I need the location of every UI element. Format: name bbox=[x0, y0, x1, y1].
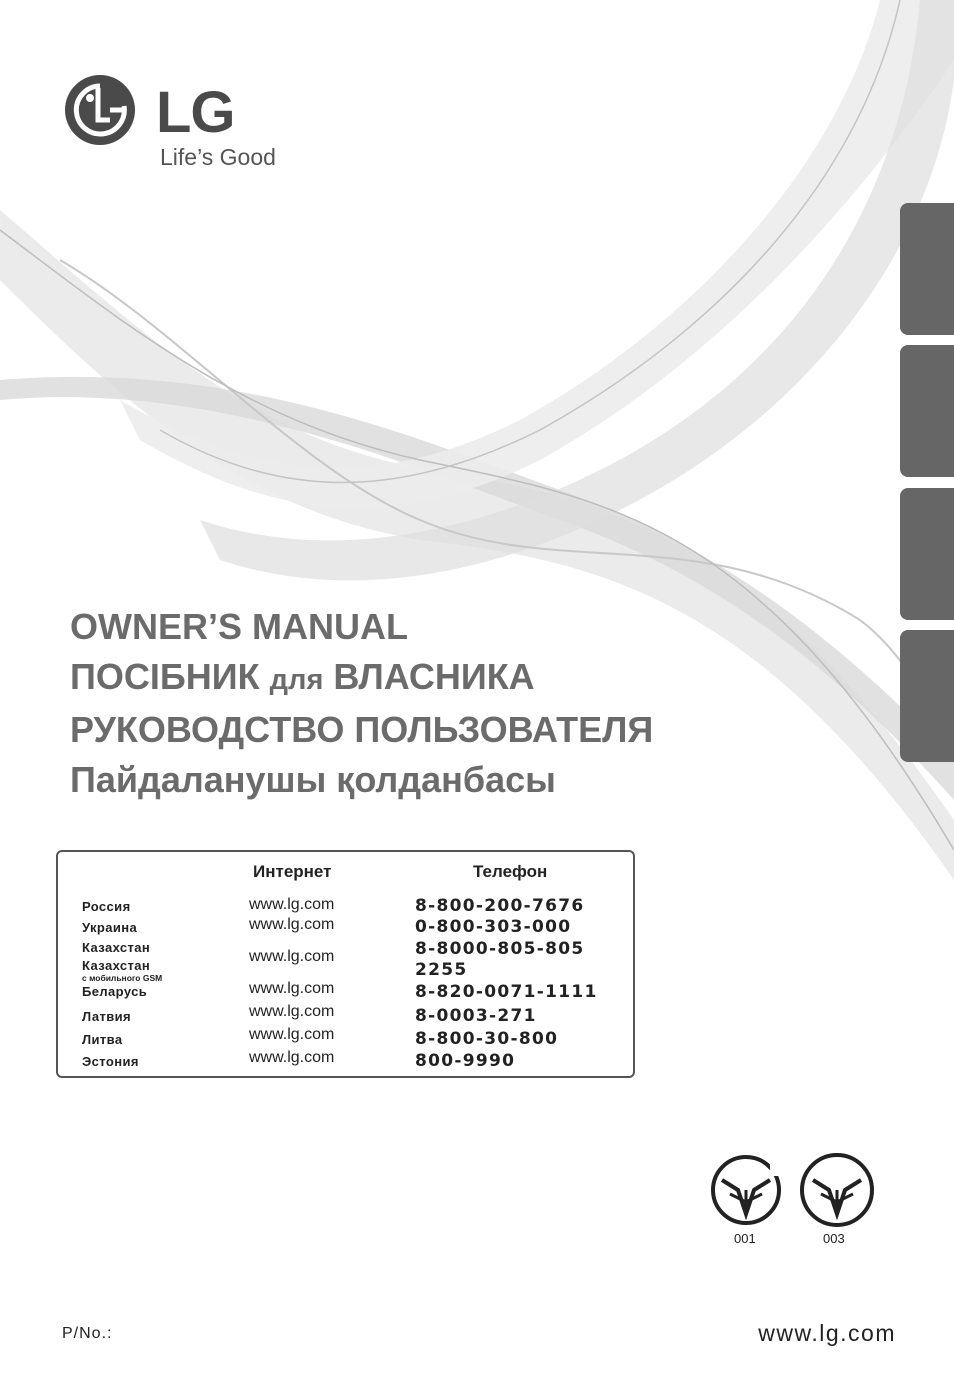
phone-number: 8-0003-271 bbox=[415, 1006, 537, 1026]
country-name: Литва bbox=[82, 1032, 123, 1047]
title-ukrainian-part1: ПОСІБНИК bbox=[70, 656, 270, 697]
cert-label: 003 bbox=[823, 1231, 845, 1246]
website-link[interactable]: www.lg.com bbox=[249, 916, 335, 933]
website-link[interactable]: www.lg.com bbox=[249, 1049, 335, 1066]
country-name: Казахстан bbox=[82, 958, 151, 973]
section-tab-4 bbox=[900, 630, 954, 762]
manual-titles bbox=[70, 602, 653, 805]
section-tab-3 bbox=[900, 488, 954, 620]
website-link[interactable]: www.lg.com bbox=[249, 1003, 335, 1020]
country-name: Казахстан bbox=[82, 940, 151, 955]
header-phone: Телефон bbox=[473, 862, 548, 881]
brand-tagline: Life’s Good bbox=[160, 144, 276, 170]
title-ukrainian bbox=[70, 652, 653, 705]
brand-name: LG bbox=[156, 80, 235, 145]
website-link[interactable]: www.lg.com bbox=[249, 948, 335, 965]
table-row bbox=[58, 982, 633, 1004]
ukrsepro-mark-icon bbox=[797, 1150, 877, 1230]
part-number-label: P/No.: bbox=[62, 1325, 113, 1342]
lg-logo bbox=[64, 74, 304, 174]
footer-website-link[interactable]: www.lg.com bbox=[758, 1320, 896, 1346]
title-russian: РУКОВОДСТВО ПОЛЬЗОВАТЕЛЯ bbox=[70, 709, 654, 750]
table-row bbox=[58, 917, 633, 939]
website-link[interactable]: www.lg.com bbox=[249, 1026, 335, 1043]
website-link[interactable]: www.lg.com bbox=[249, 980, 335, 997]
table-row bbox=[58, 896, 633, 918]
country-name: Латвия bbox=[82, 1009, 132, 1024]
lg-face-icon bbox=[64, 74, 136, 146]
country-name: Беларусь bbox=[82, 984, 148, 999]
header-internet: Интернет bbox=[253, 862, 332, 881]
ukrsepro-mark-icon bbox=[708, 1150, 788, 1230]
country-name: Украина bbox=[82, 920, 138, 935]
country-name: Эстония bbox=[82, 1054, 139, 1069]
phone-number: 8-820-0071-1111 bbox=[415, 982, 598, 1002]
title-ukrainian-part3: ВЛАСНИКА bbox=[323, 656, 535, 697]
title-english: OWNER’S MANUAL bbox=[70, 606, 408, 647]
phone-number: 2255 bbox=[415, 960, 468, 980]
table-row bbox=[58, 1051, 633, 1073]
country-note: с мобильного GSM bbox=[82, 973, 163, 983]
section-tab-1 bbox=[900, 203, 954, 335]
section-tab-2 bbox=[900, 345, 954, 477]
support-contacts-table bbox=[56, 850, 635, 1078]
phone-number: 8-8000-805-805 bbox=[415, 939, 585, 959]
cert-label: 001 bbox=[734, 1231, 756, 1246]
website-link[interactable]: www.lg.com bbox=[249, 896, 335, 913]
phone-number: 8-800-200-7676 bbox=[415, 896, 585, 916]
country-name: Россия bbox=[82, 899, 131, 914]
phone-number: 8-800-30-800 bbox=[415, 1029, 559, 1049]
phone-number: 0-800-303-000 bbox=[415, 917, 572, 937]
phone-number: 800-9990 bbox=[415, 1051, 516, 1071]
title-ukrainian-part2: для bbox=[269, 664, 324, 696]
title-kazakh: Пайдаланушы қолданбасы bbox=[70, 759, 556, 800]
table-row bbox=[58, 1026, 633, 1051]
table-row bbox=[58, 1003, 633, 1028]
